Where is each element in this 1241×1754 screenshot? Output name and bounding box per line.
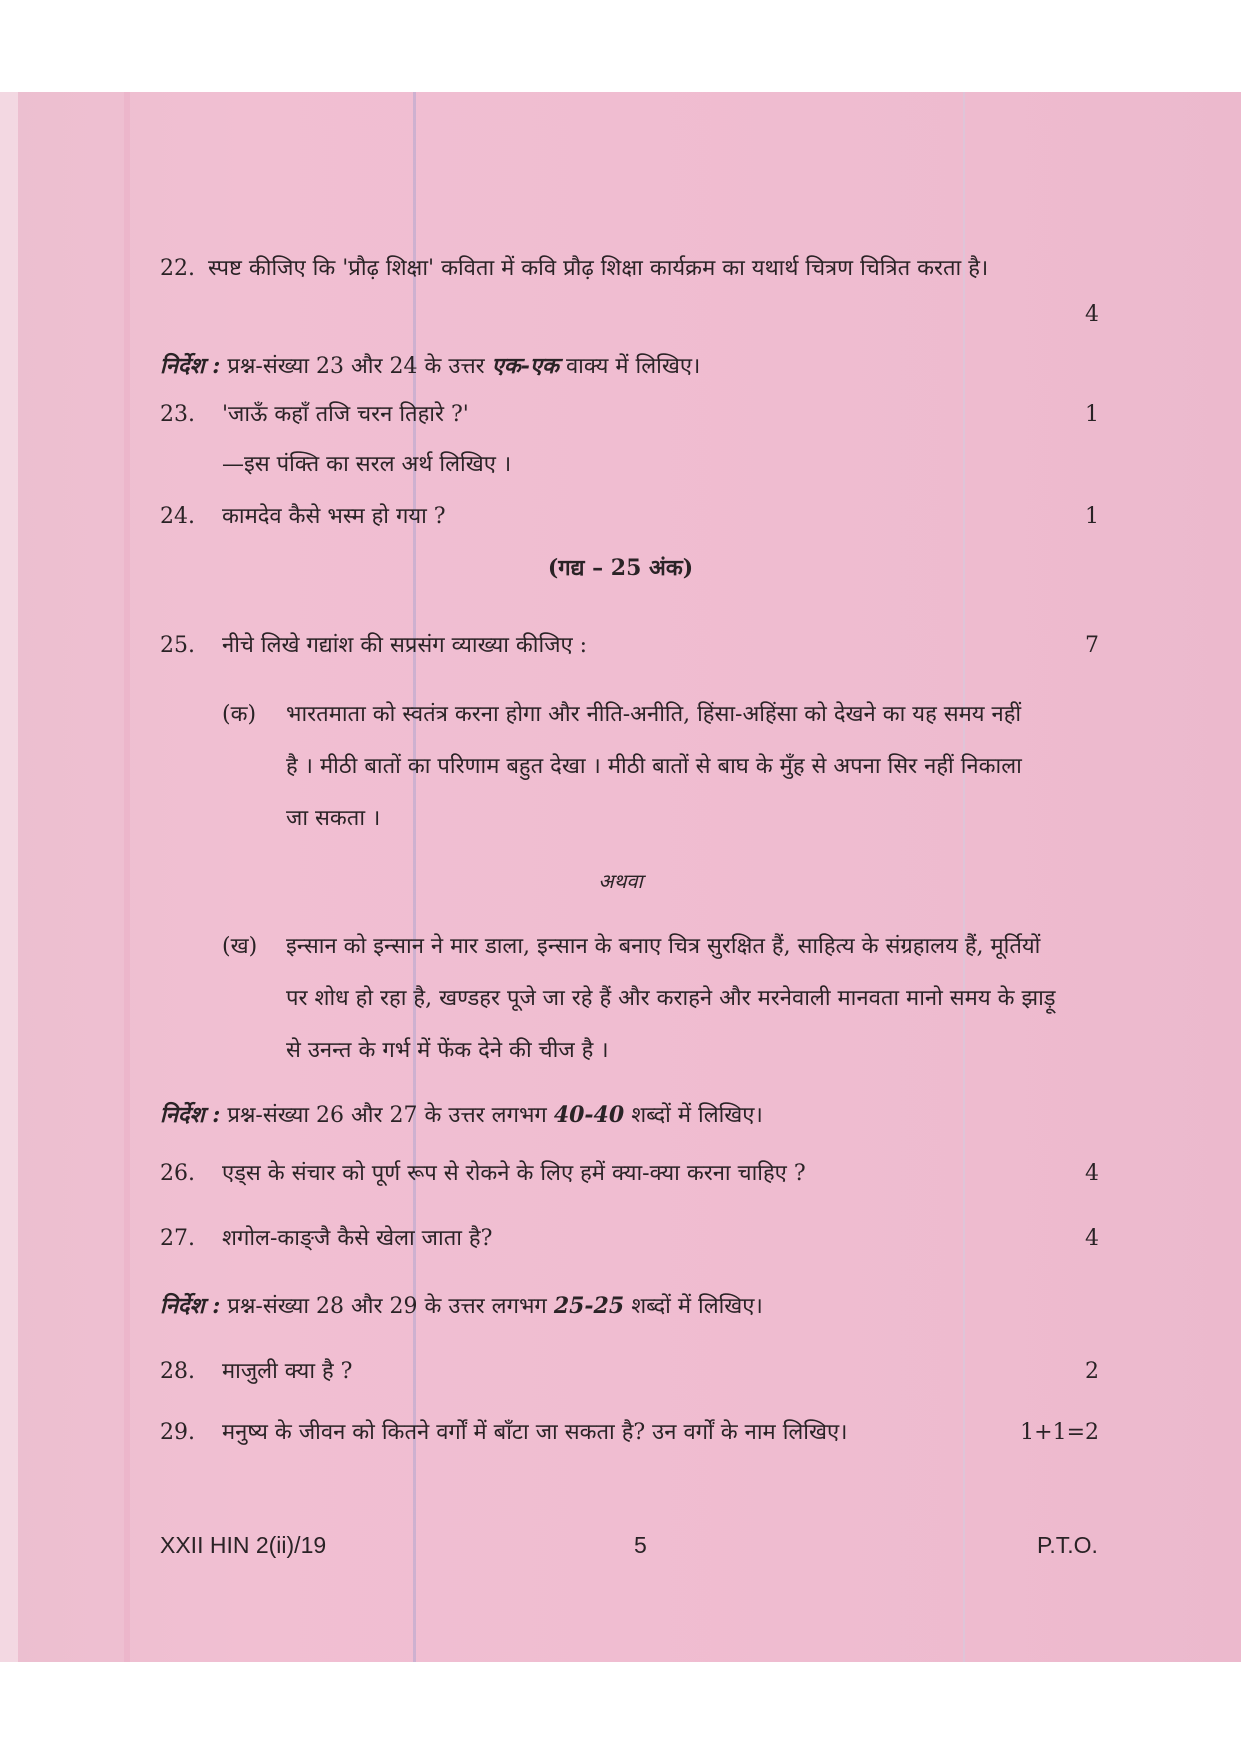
question-25-text: नीचे लिखे गद्यांश की सप्रसंग व्याख्या कीजिए : — [222, 633, 588, 658]
question-number: 23. — [160, 402, 195, 427]
question-23-text: 'जाऊँ कहाँ तजि चरन तिहारे ?' — [222, 402, 469, 427]
question-number: 28. — [160, 1359, 195, 1384]
question-27-text: शगोल-काङ्जै कैसे खेला जाता है? — [222, 1226, 493, 1251]
question-number: 29. — [160, 1420, 195, 1445]
question-number: 27. — [160, 1226, 195, 1251]
or-label: अथवा — [598, 869, 643, 893]
passage-line: है । मीठी बातों का परिणाम बहुत देखा । मीठी बातों से बाघ के मुँह से अपना सिर नहीं निकाला — [286, 754, 1022, 779]
marks: 1 — [1085, 402, 1099, 427]
question-number: 22. — [160, 256, 195, 281]
question-23-instruction: —इस पंक्ति का सरल अर्थ लिखिए । — [222, 452, 512, 477]
marks: 4 — [1085, 1161, 1099, 1186]
passage-line: भारतमाता को स्वतंत्र करना होगा और नीति-अनीति, हिंसा-अहिंसा को देखने का यह समय नहीं — [286, 702, 1022, 727]
directive: निर्देश : प्रश्न-संख्या 26 और 27 के उत्तर लगभग 40-40 शब्दों में लिखिए। — [160, 1102, 763, 1128]
marks: 2 — [1085, 1359, 1099, 1384]
question-number: 25. — [160, 633, 195, 658]
passage-line: इन्सान को इन्सान ने मार डाला, इन्सान के बनाए चित्र सुरक्षित हैं, साहित्य के संग्रहालय हैं, मूर्तियों — [286, 934, 1041, 959]
marks: 7 — [1085, 633, 1099, 658]
question-number: 26. — [160, 1161, 195, 1186]
marks: 4 — [1085, 302, 1099, 327]
passage-line: जा सकता । — [286, 806, 381, 831]
question-24-text: कामदेव कैसे भस्म हो गया ? — [222, 504, 446, 529]
question-26-text: एड्स के संचार को पूर्ण रूप से रोकने के लिए हमें क्या-क्या करना चाहिए ? — [222, 1161, 806, 1186]
question-22-text: स्पष्ट कीजिए कि 'प्रौढ़ शिक्षा' कविता में कवि प्रौढ़ शिक्षा कार्यक्रम का यथार्थ चित्रण चित्रित करता है। — [208, 256, 989, 281]
marks: 1+1=2 — [1020, 1420, 1099, 1445]
passage-line: से उनन्त के गर्भ में फेंक देने की चीज है । — [286, 1038, 609, 1063]
section-heading: (गद्य – 25 अंक) — [547, 555, 694, 581]
directive: निर्देश : प्रश्न-संख्या 28 और 29 के उत्तर लगभग 25-25 शब्दों में लिखिए। — [160, 1293, 763, 1319]
pto-label: P.T.O. — [1037, 1532, 1098, 1558]
marks: 1 — [1085, 504, 1099, 529]
page-number: 5 — [634, 1532, 647, 1558]
option-label: (क) — [222, 702, 257, 727]
marks: 4 — [1085, 1226, 1099, 1251]
passage-line: पर शोध हो रहा है, खण्डहर पूजे जा रहे हैं और कराहने और मरनेवाली मानवता मानो समय के झाड़ू — [286, 986, 1056, 1011]
paper-code: XXII HIN 2(ii)/19 — [160, 1532, 327, 1558]
directive: निर्देश : प्रश्न-संख्या 23 और 24 के उत्तर एक-एक वाक्य में लिखिए। — [160, 353, 701, 379]
question-29-text: मनुष्य के जीवन को कितने वर्गों में बाँटा जा सकता है? उन वर्गों के नाम लिखिए। — [222, 1420, 848, 1445]
question-28-text: माजुली क्या है ? — [222, 1359, 353, 1384]
option-label: (ख) — [222, 934, 258, 959]
question-number: 24. — [160, 504, 195, 529]
